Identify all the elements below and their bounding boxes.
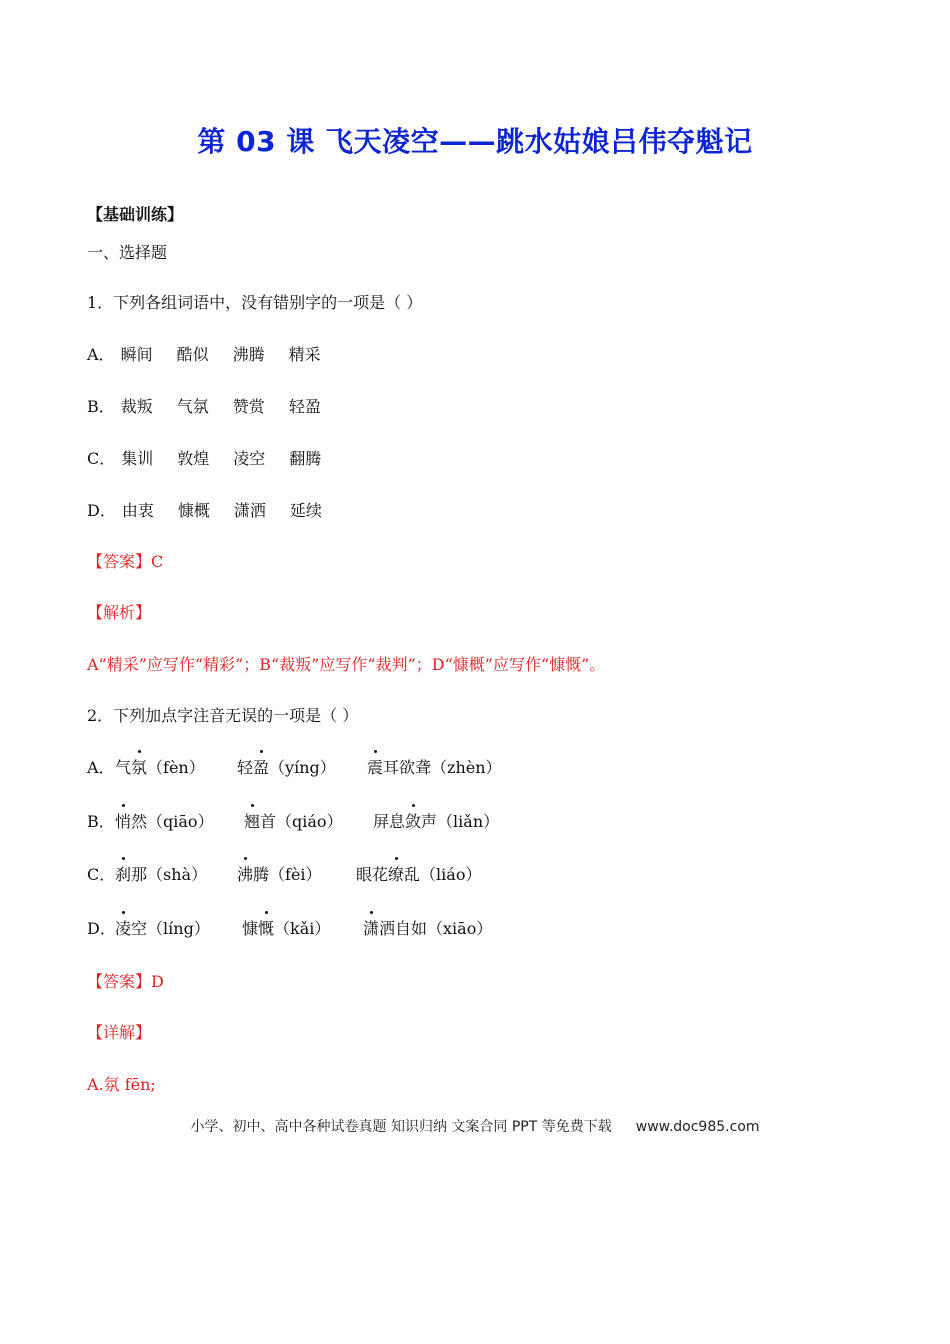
- word-part: 慷: [242, 919, 259, 938]
- option-label: D．: [87, 501, 116, 520]
- q1-analysis-heading: 【解析】: [87, 603, 152, 622]
- word-part: 乱: [404, 865, 421, 884]
- word-part: 首: [260, 812, 277, 831]
- word-part: 耳欲聋: [383, 758, 432, 777]
- pinyin: （yíng）: [269, 758, 336, 777]
- dotted-char: 翘: [244, 809, 260, 832]
- section-heading: 【基础训练】: [87, 205, 184, 224]
- q2-option-a-item-1: [115, 755, 205, 778]
- option-word: 由衷: [121, 501, 154, 520]
- q1-answer: 【答案】C: [87, 552, 164, 571]
- subsection-heading: 一、选择题: [87, 243, 168, 262]
- q1-option-a: [87, 342, 321, 365]
- q2-option-b: [87, 809, 115, 832]
- word-part: 屏息: [373, 812, 406, 831]
- dotted-char: 悄: [115, 809, 131, 832]
- footer-link[interactable]: www.doc985.com: [635, 1119, 760, 1135]
- option-label: B．: [87, 397, 115, 416]
- option-label: A．: [87, 758, 115, 777]
- option-word: 潇洒: [233, 501, 266, 520]
- q2-option-d-item-2: [242, 916, 330, 939]
- pinyin: （liǎn）: [437, 812, 500, 831]
- q2-option-d: [87, 916, 116, 939]
- q2-option-b-item-3: [373, 809, 499, 832]
- dotted-char: 潇: [363, 916, 379, 939]
- q2-option-a: [87, 755, 115, 778]
- option-label: B．: [87, 812, 115, 831]
- word-part: 然: [131, 812, 148, 831]
- dotted-char: 震: [367, 755, 383, 778]
- option-label: A．: [87, 345, 115, 364]
- pinyin: （qiáo）: [276, 812, 343, 831]
- dotted-char: 氛: [131, 755, 147, 778]
- page-footer: [0, 1116, 950, 1136]
- word-part: 空: [131, 919, 148, 938]
- option-word: 敦煌: [177, 449, 210, 468]
- q1-option-c: [87, 446, 321, 469]
- word-part: 洒自如: [379, 919, 428, 938]
- option-word: 慷概: [177, 501, 210, 520]
- option-label: D．: [87, 919, 116, 938]
- option-word: 延续: [289, 501, 322, 520]
- option-word: 沸腾: [232, 345, 265, 364]
- dotted-char: 凌: [115, 916, 131, 939]
- option-label: C．: [87, 449, 116, 468]
- q2-option-d-item-3: [363, 916, 492, 939]
- option-word: 赞赏: [232, 397, 265, 416]
- word-part: 声: [421, 812, 438, 831]
- dotted-char: 慨: [258, 916, 274, 939]
- option-word: 凌空: [233, 449, 266, 468]
- option-word: 轻盈: [288, 397, 321, 416]
- dotted-char: 敛: [405, 809, 421, 832]
- option-word: 气氛: [176, 397, 209, 416]
- dotted-char: 刹: [115, 862, 131, 885]
- q2-detail-heading: 【详解】: [87, 1023, 152, 1042]
- q1-option-b: [87, 394, 321, 417]
- word-part: 轻: [237, 758, 254, 777]
- word-part: 腾: [253, 865, 270, 884]
- pinyin: （liáo）: [420, 865, 482, 884]
- pinyin: （kǎi）: [274, 919, 331, 938]
- q2-option-b-item-1: [115, 809, 214, 832]
- option-word: 瞬间: [120, 345, 153, 364]
- pinyin: （shà）: [147, 865, 208, 884]
- q2-option-d-item-1: [115, 916, 210, 939]
- word-part: 眼花: [356, 865, 389, 884]
- option-word: 精采: [288, 345, 321, 364]
- pinyin: （xiāo）: [427, 919, 493, 938]
- word-part: 那: [131, 865, 148, 884]
- q2-answer: 【答案】D: [87, 972, 164, 991]
- question-1-stem: 1．下列各组词语中，没有错别字的一项是（ ）: [87, 293, 423, 312]
- q2-option-c: [87, 862, 115, 885]
- pinyin: （líng）: [147, 919, 210, 938]
- dotted-char: 沸: [237, 862, 253, 885]
- pinyin: （qiāo）: [147, 812, 214, 831]
- q2-option-c-item-1: [115, 862, 207, 885]
- pinyin: （zhèn）: [431, 758, 502, 777]
- q2-option-a-item-3: [367, 755, 502, 778]
- q2-option-a-item-2: [237, 755, 336, 778]
- page-title: 第 03 课 飞天凌空——跳水姑娘吕伟夺魁记: [197, 125, 753, 158]
- q2-option-b-item-2: [244, 809, 343, 832]
- q2-option-c-item-3: [356, 862, 481, 885]
- word-part: 气: [115, 758, 132, 777]
- pinyin: （fèi）: [269, 865, 322, 884]
- option-word: 酷似: [176, 345, 209, 364]
- q2-option-c-item-2: [237, 862, 322, 885]
- question-2-stem: 2．下列加点字注音无误的一项是（ ）: [87, 706, 359, 725]
- dotted-char: 缭: [388, 862, 404, 885]
- option-word: 翻腾: [289, 449, 322, 468]
- pinyin: （fèn）: [147, 758, 205, 777]
- option-word: 集训: [121, 449, 154, 468]
- q1-analysis: A“精采”应写作“精彩”；B“裁叛”应写作“裁判”；D“慷概”应写作“慷慨”。: [87, 655, 606, 674]
- dotted-char: 盈: [253, 755, 269, 778]
- q1-option-d: [87, 498, 322, 521]
- footer-text: 小学、初中、高中各种试卷真题 知识归纳 文案合同 PPT 等免费下载: [190, 1119, 612, 1135]
- option-word: 裁叛: [120, 397, 153, 416]
- option-label: C．: [87, 865, 116, 884]
- q2-detail: A.氛 fēn;: [87, 1075, 156, 1094]
